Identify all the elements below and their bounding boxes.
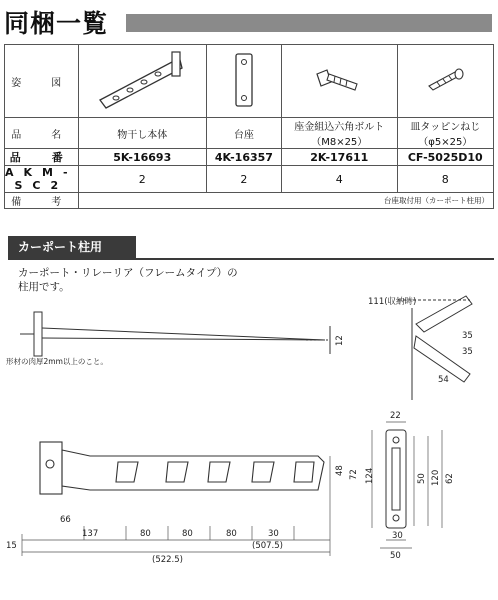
header-bar	[126, 14, 492, 32]
dim-label: 66	[60, 515, 71, 525]
table-row-name	[5, 118, 494, 149]
table-row-quantity	[5, 166, 494, 193]
section-title: カーポート柱用	[8, 236, 136, 258]
dim-label: 80	[140, 529, 151, 539]
table-row-figure	[5, 45, 494, 118]
front-view	[40, 442, 324, 494]
figure-cell	[206, 45, 281, 118]
item-name-line: 皿タッピンねじ	[410, 122, 481, 133]
item-code: CF-5025D10	[397, 149, 493, 166]
row-label-name: 品 名	[5, 118, 79, 149]
dim-label: 72	[349, 469, 359, 480]
figure-cell	[397, 45, 493, 118]
contents-table	[4, 44, 494, 209]
dim-label: 35	[462, 331, 473, 341]
item-name-line: （M8×25）	[311, 137, 368, 148]
item-name-line: （φ5×25）	[418, 137, 473, 148]
dim-label: 50	[417, 473, 427, 484]
dim-label: 80	[182, 529, 193, 539]
dim-label: 80	[226, 529, 237, 539]
item-qty: 4	[281, 166, 397, 193]
dim-label: 12	[335, 335, 345, 346]
base-plate-icon	[224, 50, 264, 110]
table-row-code	[5, 149, 494, 166]
item-qty: 8	[397, 166, 493, 193]
side-view	[20, 312, 330, 356]
item-name: 物干し本体	[78, 118, 206, 149]
tapping-screw-icon	[415, 60, 475, 100]
thickness-note: 形材の肉厚2mm以上のこと。	[6, 357, 108, 366]
dimension-drawing	[0, 290, 498, 600]
figure-cell	[78, 45, 206, 118]
item-qty: 2	[206, 166, 281, 193]
hex-bolt-icon	[309, 60, 369, 100]
dim-label: 15	[6, 541, 17, 551]
page-title: 同梱一覧	[4, 9, 109, 38]
item-code: 5K-16693	[78, 149, 206, 166]
arm-bracket-icon	[92, 48, 192, 112]
item-code: 4K-16357	[206, 149, 281, 166]
row-label-notes: 備 考	[5, 193, 79, 209]
dim-label: 120	[431, 469, 441, 486]
row-label-figure: 姿 図	[5, 45, 79, 118]
figure-cell	[281, 45, 397, 118]
desc-line: カーポート・リレーリア（フレームタイプ）の	[18, 267, 238, 279]
item-name: 台座	[206, 118, 281, 149]
desc-line: 柱用です。	[18, 281, 70, 293]
row-label-model: AKM-SC2	[5, 166, 78, 192]
item-name-line: 座金組込六角ボルト	[294, 122, 385, 133]
dim-label: (522.5)	[152, 555, 183, 565]
fold-view	[398, 296, 472, 400]
item-code: 2K-17611	[281, 149, 397, 166]
row-label-code: 品 番	[5, 149, 79, 166]
item-qty: 2	[78, 166, 206, 193]
item-name	[397, 118, 493, 149]
item-note: 台座取付用（カーポート柱用）	[78, 193, 493, 209]
table-row-notes	[5, 193, 494, 209]
dim-label: 30	[392, 531, 403, 541]
dim-label: (507.5)	[252, 541, 283, 551]
dim-label: 50	[390, 551, 401, 561]
base-plate-view	[386, 430, 406, 528]
dim-label: 35	[462, 347, 473, 357]
dim-label: 62	[445, 473, 455, 484]
dim-label: 137	[82, 529, 99, 539]
section-rule	[8, 258, 494, 260]
dim-label: 30	[268, 529, 279, 539]
dim-label: 48	[335, 465, 345, 476]
dim-label: 22	[390, 411, 401, 421]
dim-label: 124	[365, 467, 375, 484]
item-name	[281, 118, 397, 149]
dim-label: 54	[438, 375, 449, 385]
fold-label: 111(収納時)	[368, 297, 417, 307]
